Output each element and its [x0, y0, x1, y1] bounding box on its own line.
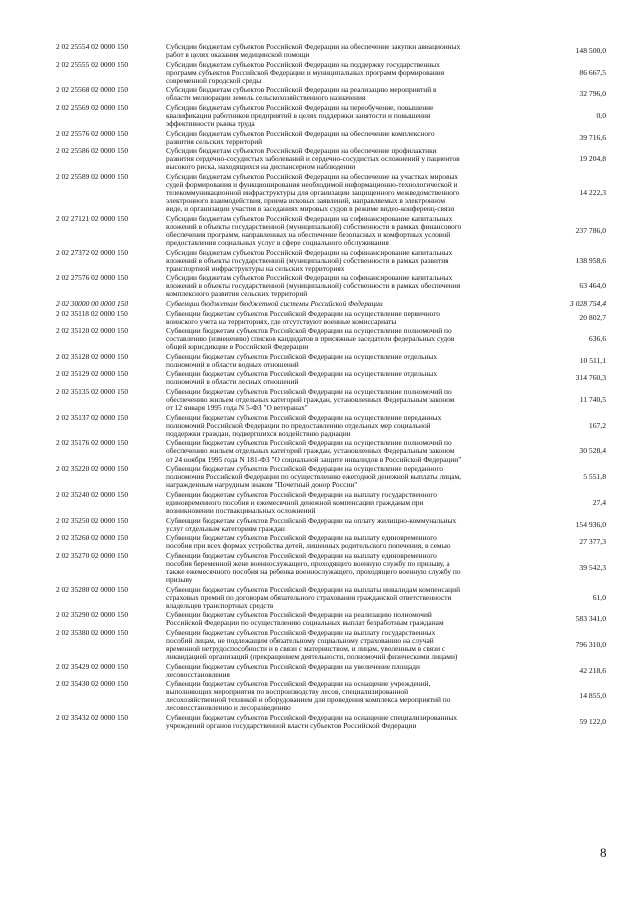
row-description — [166, 680, 514, 712]
description-line: также ежемесячного пособия на ребенка военнослужащего, проходящего военную службу по — [166, 567, 461, 576]
amount-value: 32 796,0 — [579, 89, 606, 99]
description-line: области мелиорации земель сельскохозяйственного назначения — [166, 94, 366, 103]
row-description — [166, 43, 514, 59]
table-row — [0, 327, 639, 351]
table-row — [0, 249, 639, 273]
budget-code: 2 02 27576 02 0000 150 — [56, 273, 129, 283]
row-description — [166, 61, 514, 85]
description-line: временной нетрудоспособности и в связи с материнством, и лицам, уволенным в связи с — [166, 644, 446, 653]
row-description — [166, 534, 514, 550]
amount-value: 583 341,0 — [575, 614, 606, 624]
row-description — [166, 611, 514, 627]
description-line: общей юрисдикции в Российской Федерации — [166, 343, 309, 352]
description-line: Субвенции бюджетам субъектов Российской Федерации на осуществление полномочий по — [166, 439, 452, 448]
description-line: Субвенции бюджетам субъектов Российской Федерации на оснащение специализированных — [166, 714, 458, 722]
description-line: составлению (изменению) списков кандидатов в присяжные заседатели федеральных судов — [166, 335, 455, 344]
budget-code: 2 02 25569 02 0000 150 — [56, 102, 129, 112]
row-description — [166, 249, 514, 273]
description-line: обеспечения программ, направленных на обеспечение безопасных и комфортных условий — [166, 230, 451, 239]
row-description — [166, 104, 514, 128]
description-line: вложений в объекты государственной (муниципальной) собственности в рамках развития — [166, 256, 449, 265]
budget-code: 2 02 35430 02 0000 150 — [56, 679, 129, 689]
description-line: квалификации работников предприятий в целях поддержки занятости и повышения — [166, 111, 431, 120]
amount-value: 61,0 — [592, 592, 606, 602]
table-row — [0, 414, 639, 438]
amount-value: 14 855,0 — [579, 691, 606, 701]
table-row — [0, 274, 639, 298]
budget-code: 2 02 35432 02 0000 150 — [56, 713, 129, 722]
budget-code: 2 02 35135 02 0000 150 — [56, 387, 129, 396]
description-line: высокого риска, находящихся на диспансерном наблюдении — [166, 163, 356, 172]
description-line: обеспечению жильем отдельных категорий граждан, установленных Федеральным законом — [166, 396, 455, 405]
budget-code: 2 02 35260 02 0000 150 — [56, 533, 129, 543]
table-row — [0, 439, 639, 463]
table-row — [0, 534, 639, 550]
budget-code: 2 02 35290 02 0000 150 — [56, 610, 129, 620]
description-line: Субвенции бюджетам субъектов Российской Федерации на осуществление переданных — [166, 413, 442, 422]
budget-code: 2 02 35220 02 0000 150 — [56, 464, 129, 474]
description-line: работ в целях оказания медицинской помощи — [166, 51, 310, 60]
budget-code: 2 02 27121 02 0000 150 — [56, 213, 129, 223]
table-row — [0, 388, 639, 412]
row-description — [166, 274, 514, 298]
description-line: Субвенции бюджетам субъектов Российской Федерации на реализацию полномочий — [166, 611, 432, 620]
description-line: единовременного пособия и ежемесячной денежной компенсации гражданам при — [166, 498, 424, 507]
budget-code: 2 02 35118 02 0000 150 — [56, 308, 128, 318]
amount-value: 237 786,0 — [575, 225, 606, 235]
description-line: Субвенции бюджетам бюджетной системы Российской Федерации — [166, 300, 383, 308]
row-description — [166, 586, 514, 610]
description-line: лесовосстановления — [166, 670, 230, 679]
description-line: Субсидии бюджетам субъектов Российской Федерации на обеспечение на участках мировых — [166, 172, 459, 181]
row-description — [166, 629, 514, 661]
description-line: Субвенции бюджетам субъектов Российской Федерации на выплату государственных — [166, 628, 436, 637]
description-line: Российской Федерации по осуществлению социальных выплат безработным гражданам — [166, 619, 444, 628]
description-line: учреждений органов государственной власти субъектов Российской Федерации — [166, 722, 417, 731]
description-line: развития сердечно-сосудистых заболеваний и сердечно-сосудистых осложнений у пациентов — [166, 155, 460, 164]
row-description — [166, 465, 514, 489]
description-line: призыву — [166, 575, 193, 584]
row-description — [166, 310, 514, 326]
amount-value: 138 958,6 — [575, 255, 606, 265]
budget-code: 2 02 25576 02 0000 150 — [56, 128, 129, 138]
table-row — [0, 43, 639, 59]
table-row — [0, 86, 639, 102]
amount-value: 30 528,4 — [579, 446, 606, 456]
row-description — [166, 353, 514, 369]
table-row — [0, 370, 639, 386]
description-line: от 24 ноября 1995 года N 181-ФЗ "О социальной защите инвалидов в Российской Федерации" — [166, 455, 462, 464]
row-description — [166, 327, 514, 351]
amount-value: 11 740,5 — [579, 395, 606, 404]
amount-value: 59 122,0 — [579, 717, 606, 726]
table-row — [0, 130, 639, 146]
description-line: Субвенции бюджетам субъектов Российской Федерации на осуществление переданного — [166, 465, 443, 474]
description-line: обеспечению жильем отдельных категорий граждан, установленных Федеральным законом — [166, 447, 455, 456]
amount-value: 42 218,6 — [579, 665, 606, 675]
page-number: 8 — [600, 845, 607, 860]
description-line: судей формирования и функционирования необходимой информационно-технологической и — [166, 180, 458, 189]
amount-value: 20 802,7 — [579, 312, 606, 322]
table-row — [0, 586, 639, 610]
row-description — [166, 439, 514, 463]
description-line: выполняющих мероприятия по воспроизводству лесов, специализированной — [166, 688, 409, 697]
amount-value: 3 028 754,4 — [569, 299, 606, 308]
row-description — [166, 215, 514, 247]
description-line: пособия беременной жене военнослужащего, проходящего военную службу по призыву, а — [166, 559, 450, 568]
description-line: услуг отдельным категориям граждан — [166, 524, 285, 533]
description-line: полномочий Российской Федерации по предоставлению отдельных мер социальной — [166, 421, 431, 430]
description-line: Субвенции бюджетам субъектов Российской Федерации на осуществление полномочий по — [166, 327, 452, 336]
description-line: Субвенции бюджетам субъектов Российской Федерации на выплату единовременного — [166, 551, 437, 560]
amount-value: 314 760,3 — [575, 373, 606, 383]
row-description — [166, 414, 514, 438]
budget-code: 2 02 35280 02 0000 150 — [56, 584, 129, 594]
row-description — [166, 300, 514, 308]
description-line: Субсидии бюджетам субъектов Российской Федерации на обеспечение профилактики — [166, 147, 437, 156]
description-line: Субсидии бюджетам субъектов Российской Федерации на поддержку государственных — [166, 60, 440, 69]
description-line: электронного взаимодействия, приема исковых заявлений, направляемых в электронном — [166, 197, 446, 206]
description-line: Субсидии бюджетам субъектов Российской Федерации на реализацию мероприятий в — [166, 86, 437, 95]
amount-value: 14 222,3 — [579, 187, 606, 197]
amount-value: 148 500,0 — [575, 46, 606, 55]
budget-code: 2 02 35129 02 0000 150 — [56, 369, 129, 379]
description-line: развития сельских территорий — [166, 137, 263, 146]
table-row — [0, 517, 639, 533]
budget-code: 2 02 35240 02 0000 150 — [56, 489, 129, 499]
description-line: Субсидии бюджетам субъектов Российской Федерации на софинансирование капитальных — [166, 248, 453, 257]
budget-code: 2 02 30000 00 0000 150 — [56, 299, 129, 308]
budget-code: 2 02 25555 02 0000 150 — [56, 59, 129, 69]
description-line: возникновении поствакцинальных осложнений — [166, 506, 316, 515]
amount-value: 5 551,8 — [583, 472, 606, 482]
description-line: воинского учета на территориях, где отсутствуют военные комиссариаты — [166, 317, 397, 326]
amount-value: 167,2 — [588, 420, 606, 430]
budget-code: 2 02 35120 02 0000 150 — [56, 326, 129, 336]
description-line: Субвенции бюджетам субъектов Российской Федерации на оснащение учреждений, — [166, 680, 431, 689]
budget-code: 2 02 25586 02 0000 150 — [56, 146, 129, 156]
budget-code: 2 02 35176 02 0000 150 — [56, 438, 129, 448]
table-row — [0, 491, 639, 515]
budget-code: 2 02 35380 02 0000 150 — [56, 627, 129, 637]
amount-value: 796 310,0 — [575, 639, 606, 649]
budget-code: 2 02 35429 02 0000 150 — [56, 661, 129, 671]
table-row — [0, 310, 639, 326]
table-row — [0, 104, 639, 128]
description-line: предоставления социальных услуг в сфере социального обслуживания — [166, 239, 389, 248]
description-line: вложений в объекты государственной (муниципальной) собственности в рамках финансового — [166, 222, 462, 231]
amount-value: 10 511,1 — [579, 355, 606, 365]
table-row — [0, 215, 639, 247]
amount-value: 86 667,5 — [579, 67, 606, 77]
description-line: виде, и организации участия в заседаниях мировых судов в режиме видео-конференц-связи — [166, 205, 455, 214]
description-line: Субвенции бюджетам субъектов Российской Федерации на выплату государственного — [166, 490, 437, 499]
description-line: владельцев транспортных средств — [166, 601, 274, 610]
description-line: эффективности рынка труда — [166, 120, 255, 129]
table-row — [0, 61, 639, 85]
table-row — [0, 680, 639, 712]
description-line: Субсидии бюджетам субъектов Российской Федерации на софинансирование капитальных — [166, 214, 453, 223]
description-line: программ субъектов Российской Федерации и муниципальных программ формирования — [166, 68, 445, 77]
description-line: Субсидии бюджетам субъектов Российской Федерации на переобучение, повышение — [166, 103, 434, 112]
row-description — [166, 517, 514, 533]
description-line: транспортной инфраструктуры на сельских территориях — [166, 264, 345, 273]
description-line: пособия при всех формах устройства детей, лишенных родительского попечения, в семью — [166, 542, 451, 551]
table-row — [0, 629, 639, 661]
table-row — [0, 552, 639, 584]
description-line: ликвидацией организаций (прекращением деятельности, полномочий физическими лицами) — [166, 653, 458, 662]
description-line: полномочий в области лесных отношений — [166, 378, 299, 387]
row-description — [166, 552, 514, 584]
description-line: комплексного развития сельских территорий — [166, 290, 308, 299]
row-description — [166, 173, 514, 213]
amount-value: 39 716,6 — [579, 132, 606, 142]
amount-value: 154 936,0 — [575, 519, 606, 529]
description-line: Субвенции бюджетам субъектов Российской Федерации на осуществление отдельных — [166, 352, 438, 361]
description-line: Субсидии бюджетам субъектов Российской Федерации на обеспечение комплексного — [166, 129, 435, 138]
row-description — [166, 130, 514, 146]
row-description — [166, 663, 514, 679]
amount-value: 19 204,8 — [579, 154, 606, 164]
description-line: страховых премий по договорам обязательного страхования гражданской ответственности — [166, 593, 452, 602]
description-line: лесохозяйственной техникой и оборудованием для проведения комплекса мероприятий по — [166, 696, 451, 705]
description-line: поддержки граждан, подвергшихся воздействию радиации — [166, 429, 351, 438]
table-row — [0, 353, 639, 369]
table-row — [0, 300, 639, 308]
budget-code: 2 02 35137 02 0000 150 — [56, 412, 129, 422]
budget-code: 2 02 25554 02 0000 150 — [56, 42, 129, 51]
description-line: лесовосстановлению и лесоразведению — [166, 704, 291, 713]
description-line: Субвенции бюджетам субъектов Российской Федерации на осуществление отдельных — [166, 370, 438, 379]
description-line: современной городской среды — [166, 76, 262, 85]
amount-value: 39 542,3 — [579, 562, 606, 572]
row-description — [166, 147, 514, 171]
row-description — [166, 388, 514, 412]
description-line: от 12 января 1995 года N 5-ФЗ "О ветеранах" — [166, 404, 308, 413]
table-row — [0, 714, 639, 730]
row-description — [166, 86, 514, 102]
description-line: пособий лицам, не подлежащим обязательному социальному страхованию на случай — [166, 636, 434, 645]
description-line: Субвенции бюджетам субъектов Российской Федерации на увеличение площади — [166, 662, 420, 671]
amount-value: 27,4 — [592, 497, 606, 507]
table-row — [0, 663, 639, 679]
budget-code: 2 02 35250 02 0000 150 — [56, 515, 129, 525]
budget-code: 2 02 35270 02 0000 150 — [56, 550, 129, 560]
description-line: награжденным нагрудным знаком "Почетный донор России" — [166, 481, 358, 490]
amount-value: 0,0 — [596, 110, 606, 120]
amount-value: 27 377,3 — [579, 537, 606, 547]
amount-value: 63 464,0 — [579, 281, 606, 291]
row-description — [166, 370, 514, 386]
description-line: Субвенции бюджетам субъектов Российской Федерации на оплату жилищно-коммунальных — [166, 516, 457, 525]
description-line: Субсидии бюджетам субъектов Российской Федерации на софинансирование капитальных — [166, 274, 453, 283]
description-line: вложений в объекты государственной (муниципальной) собственности в рамках обеспечения — [166, 282, 461, 291]
table-row — [0, 147, 639, 171]
table-row — [0, 173, 639, 214]
row-description — [166, 491, 514, 515]
row-description — [166, 714, 514, 730]
table-row — [0, 611, 639, 627]
description-line: Субсидии бюджетам субъектов Российской Федерации на обеспечение закупки авиационных — [166, 43, 461, 51]
table-row — [0, 465, 639, 489]
amount-value: 636,6 — [588, 334, 606, 344]
description-line: полномочий в области водных отношений — [166, 360, 299, 369]
description-line: Субвенции бюджетам субъектов Российской Федерации на осуществление первичного — [166, 309, 440, 318]
description-line: полномочия Российской Федерации по осуществлению ежегодной денежной выплаты лицам, — [166, 473, 462, 482]
description-line: телекоммуникационной инфраструктуры для организации защищенного межведомственного — [166, 189, 460, 198]
description-line: Субвенции бюджетам субъектов Российской Федерации на выплату единовременного — [166, 534, 437, 543]
budget-code: 2 02 25568 02 0000 150 — [56, 85, 129, 95]
budget-code: 2 02 35128 02 0000 150 — [56, 351, 129, 361]
description-line: Субвенции бюджетам субъектов Российской Федерации на осуществление полномочий по — [166, 388, 452, 396]
budget-code: 2 02 27372 02 0000 150 — [56, 247, 129, 257]
description-line: Субвенции бюджетам субъектов Российской Федерации на выплаты инвалидам компенсаций — [166, 585, 461, 594]
budget-code: 2 02 25589 02 0000 150 — [56, 171, 129, 181]
